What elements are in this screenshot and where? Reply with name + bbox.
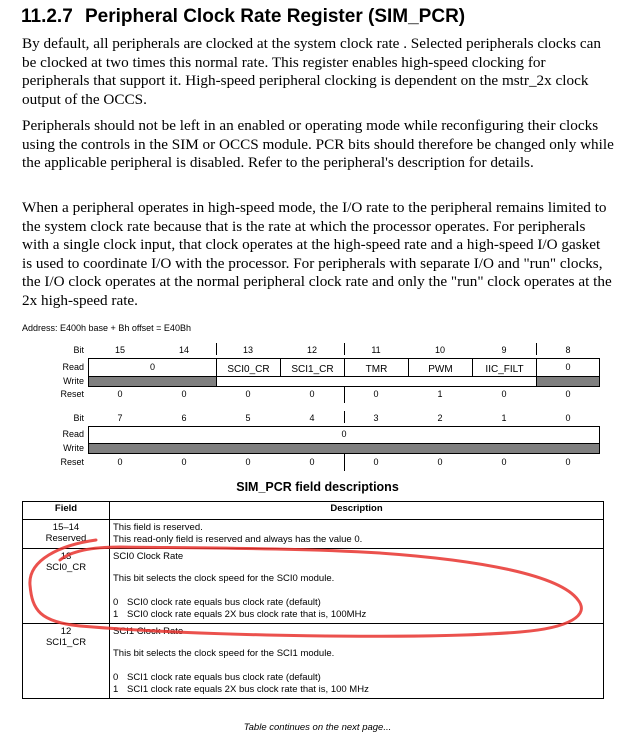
table-continued-note: Table continues on the next page... bbox=[243, 722, 392, 733]
field-name: Reserved bbox=[45, 533, 87, 544]
table-row-sci0-cr bbox=[23, 549, 604, 624]
bit8-write-bar bbox=[536, 376, 600, 387]
section-number: 11.2.7 bbox=[21, 6, 73, 27]
field-cell bbox=[23, 624, 110, 699]
reset-value: 0 bbox=[117, 389, 123, 399]
bit-label: Bit bbox=[73, 413, 84, 423]
reset-value: 0 bbox=[373, 389, 379, 399]
read-label: Read bbox=[62, 362, 84, 372]
reset-value: 0 bbox=[501, 389, 507, 399]
bit8-read-value: 0 bbox=[565, 362, 571, 372]
register-diagram-upper bbox=[22, 343, 614, 403]
reset-value: 0 bbox=[565, 457, 571, 467]
description-body: This bit selects the clock speed for the SCI1 module. bbox=[113, 648, 335, 659]
reserved-read-value: 0 bbox=[341, 429, 347, 439]
section-title: Peripheral Clock Rate Register (SIM_PCR) bbox=[85, 6, 466, 27]
bit-separator bbox=[216, 343, 217, 355]
section-heading bbox=[21, 6, 465, 28]
option-value: 1 bbox=[113, 684, 119, 695]
bit-number: 12 bbox=[306, 345, 317, 355]
bit-number: 3 bbox=[373, 413, 379, 423]
sci0-cr-label: SCI0_CR bbox=[227, 364, 270, 375]
option-line bbox=[113, 684, 600, 696]
description-cell bbox=[110, 549, 604, 624]
field-cell bbox=[23, 520, 110, 549]
option-line bbox=[113, 609, 600, 621]
bit-number: 11 bbox=[371, 345, 381, 355]
reserved-write-bar bbox=[88, 376, 217, 387]
reserved-read-value: 0 bbox=[149, 362, 155, 372]
field-header: Field bbox=[23, 502, 110, 520]
description-title: SCI0 Clock Rate bbox=[113, 551, 184, 562]
option-text: SCI1 clock rate equals bus clock rate (default) bbox=[127, 672, 321, 683]
bit-number: 2 bbox=[437, 413, 443, 423]
table-title: SIM_PCR field descriptions bbox=[236, 480, 399, 494]
field-cell bbox=[23, 549, 110, 624]
field-bits: 13 bbox=[60, 551, 72, 562]
reset-value: 0 bbox=[245, 389, 251, 399]
bit-number: 0 bbox=[565, 413, 571, 423]
reset-value: 0 bbox=[245, 457, 251, 467]
description-line: This field is reserved. bbox=[113, 522, 203, 533]
bit-number: 10 bbox=[434, 345, 445, 355]
option-value: 1 bbox=[113, 609, 119, 620]
register-diagram-lower bbox=[22, 411, 614, 471]
field-bits: 15–14 bbox=[52, 522, 80, 533]
option-text: SCI1 clock rate equals 2X bus clock rate that is, 100 MHz bbox=[127, 684, 369, 695]
description-line: This read-only field is reserved and always has the value 0. bbox=[113, 534, 363, 545]
paragraph-default-clocking: By default, all peripherals are clocked at the system clock rate . Selected peripherals clocks can be clocked at two times this normal rate. This register enables high-speed clocking for peripherals that support it. High-speed peripheral clocking is dependent on the mstr_2x clock output of the OCCS. bbox=[22, 35, 601, 108]
reset-label: Reset bbox=[60, 389, 84, 399]
reset-value: 0 bbox=[373, 457, 379, 467]
read-label: Read bbox=[62, 429, 84, 439]
reset-value: 0 bbox=[309, 389, 315, 399]
option-value: 0 bbox=[113, 672, 119, 683]
option-line bbox=[113, 672, 600, 684]
table-row-reserved bbox=[23, 520, 604, 549]
bit-separator bbox=[344, 411, 345, 423]
reset-value: 0 bbox=[565, 389, 571, 399]
reset-value: 1 bbox=[437, 389, 443, 399]
option-text: SCI0 clock rate equals bus clock rate (default) bbox=[127, 597, 321, 608]
option-line bbox=[113, 597, 600, 609]
tmr-label: TMR bbox=[365, 364, 388, 375]
paragraph-reconfiguring-warning: Peripherals should not be left in an enabled or operating mode while reconfiguring their clocks using the controls in the SIM or OCCS module. PCR bits should therefore be changed only while the applicable peripheral is disabled. Refer to the peripheral's description for details. bbox=[22, 117, 614, 172]
write-label: Write bbox=[63, 376, 84, 386]
reset-value: 0 bbox=[437, 457, 443, 467]
description-body: This bit selects the clock speed for the SCI0 module. bbox=[113, 573, 335, 584]
paragraph-high-speed-mode: When a peripheral operates in high-speed mode, the I/O rate to the peripheral remains limited to the system clock rate because that is the rate at which the processor operates. For peripherals with a single clock input, that clock operates at the high-speed rate and a high-speed I/O gasket is used to coordinate I/O with the processor. For peripherals with separate I/O and "run" clocks, the I/O clock operates at the normal peripheral clock rate and only the "run" clock operates at the 2x high-speed rate. bbox=[22, 199, 612, 309]
option-value: 0 bbox=[113, 597, 119, 608]
bit-number: 8 bbox=[565, 345, 571, 355]
table-header-row bbox=[23, 502, 604, 520]
bit-number: 7 bbox=[117, 413, 123, 423]
table-row-sci1-cr bbox=[23, 624, 604, 699]
reset-label: Reset bbox=[60, 457, 84, 467]
field-name: SCI1_CR bbox=[45, 637, 87, 648]
reset-value: 0 bbox=[309, 457, 315, 467]
bit-number: 15 bbox=[114, 345, 125, 355]
bit-number: 13 bbox=[242, 345, 253, 355]
description-header: Description bbox=[110, 502, 604, 520]
bit-number: 5 bbox=[245, 413, 251, 423]
reset-value: 0 bbox=[117, 457, 123, 467]
field-bits: 12 bbox=[60, 626, 72, 637]
bit-number: 9 bbox=[501, 345, 507, 355]
reset-value: 0 bbox=[181, 389, 187, 399]
bit-number: 1 bbox=[501, 413, 507, 423]
description-cell bbox=[110, 624, 604, 699]
field-descriptions-table bbox=[22, 501, 604, 699]
reset-value: 0 bbox=[501, 457, 507, 467]
reserved-write-bar bbox=[88, 443, 600, 454]
bit-number: 4 bbox=[309, 413, 315, 423]
register-address: Address: E400h base + Bh offset = E40Bh bbox=[22, 323, 191, 333]
write-label: Write bbox=[63, 443, 84, 453]
iic-filt-label: IIC_FILT bbox=[485, 364, 524, 375]
bit-separator bbox=[536, 343, 537, 355]
bit-number: 14 bbox=[178, 345, 189, 355]
bit-label: Bit bbox=[73, 345, 84, 355]
description-cell bbox=[110, 520, 604, 549]
pwm-label: PWM bbox=[428, 364, 453, 375]
reset-value: 0 bbox=[181, 457, 187, 467]
option-text: SCI0 clock rate equals 2X bus clock rate that is, 100MHz bbox=[127, 609, 367, 620]
description-title: SCI1 Clock Rate bbox=[113, 626, 184, 637]
writable-fields-bar bbox=[216, 376, 537, 387]
sci1-cr-label: SCI1_CR bbox=[291, 364, 334, 375]
bit-separator bbox=[344, 343, 345, 355]
bit-number: 6 bbox=[181, 413, 187, 423]
field-name: SCI0_CR bbox=[45, 562, 87, 573]
